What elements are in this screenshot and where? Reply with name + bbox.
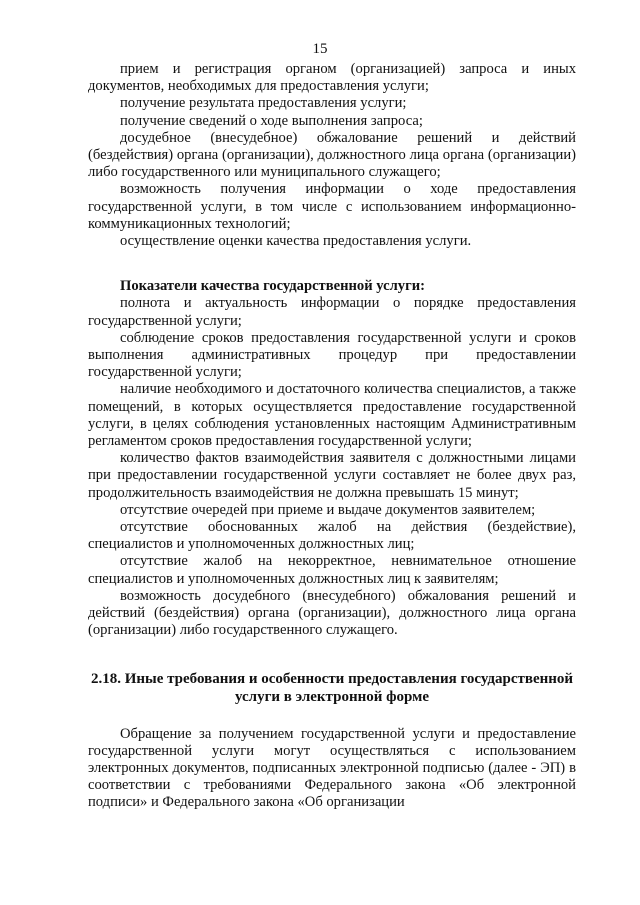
list-item: возможность получения информации о ходе предоставления государственной услуги, в том числе с использованием информационно-коммуникационных технологий;	[88, 181, 576, 232]
list-item: досудебное (внесудебное) обжалование решений и действий (бездействия) органа (организации), должностного лица органа (организации) либо государственного или муниципального служащего;	[88, 129, 576, 181]
quality-item: отсутствие жалоб на некорректное, невнимательное отношение специалистов и уполномоченных должностных лиц к заявителям;	[88, 553, 576, 587]
quality-item: возможность досудебного (внесудебного) обжалования решений и действий (бездействия) органа (организации), должностного лица органа (организации) либо государственного служащего.	[88, 587, 576, 639]
quality-item: количество фактов взаимодействия заявителя с должностными лицами при предоставлении государственной услуги составляет не более двух раз, продолжительность взаимодействия не должна превышать 15 минут;	[88, 450, 576, 501]
list-item: прием и регистрация органом (организацией) запроса и иных документов, необходимых для предоставления услуги;	[88, 61, 576, 95]
quality-item: отсутствие очередей при приеме и выдаче документов заявителем;	[120, 501, 536, 518]
page-number: 15	[312, 41, 328, 57]
spacer	[88, 706, 576, 726]
section-title	[88, 670, 576, 706]
section-title-line1: 2.18. Иные требования и особенности предоставления государственной	[90, 670, 574, 687]
list-item: получение результата предоставления услуги;	[120, 95, 407, 112]
quality-item: соблюдение сроков предоставления государственной услуги и сроков выполнения административных процедур при предоставлении государственной услуги;	[88, 329, 576, 381]
spacer	[88, 640, 576, 670]
quality-heading: Показатели качества государственной услуги:	[120, 278, 425, 295]
quality-item: наличие необходимого и достаточного количества специалистов, а также помещений, в которых осуществляется предоставление государственной услуги, в целях соблюдения установленных настоящим Административным регламентом сроков предоставления государственной услуги;	[88, 381, 576, 450]
list-item: осуществление оценки качества предоставления услуги.	[120, 233, 472, 250]
list-item: получение сведений о ходе выполнения запроса;	[120, 112, 423, 129]
section-paragraph: Обращение за получением государственной услуги и предоставление государственной услуги могут осуществляться с использованием электронных документов, подписанных электронной подписью (далее - ЭП) в соответствии с требованиями Федерального закона «Об электронной подписи» и Федерального закона «Об организации	[88, 725, 576, 811]
spacer	[88, 250, 576, 278]
page-content	[88, 61, 576, 812]
section-title-line2: услуги в электронной форме	[234, 688, 430, 705]
quality-item: полнота и актуальность информации о порядке предоставления государственной услуги;	[88, 295, 576, 329]
quality-item: отсутствие обоснованных жалоб на действия (бездействие), специалистов и уполномоченных должностных лиц;	[88, 519, 576, 553]
